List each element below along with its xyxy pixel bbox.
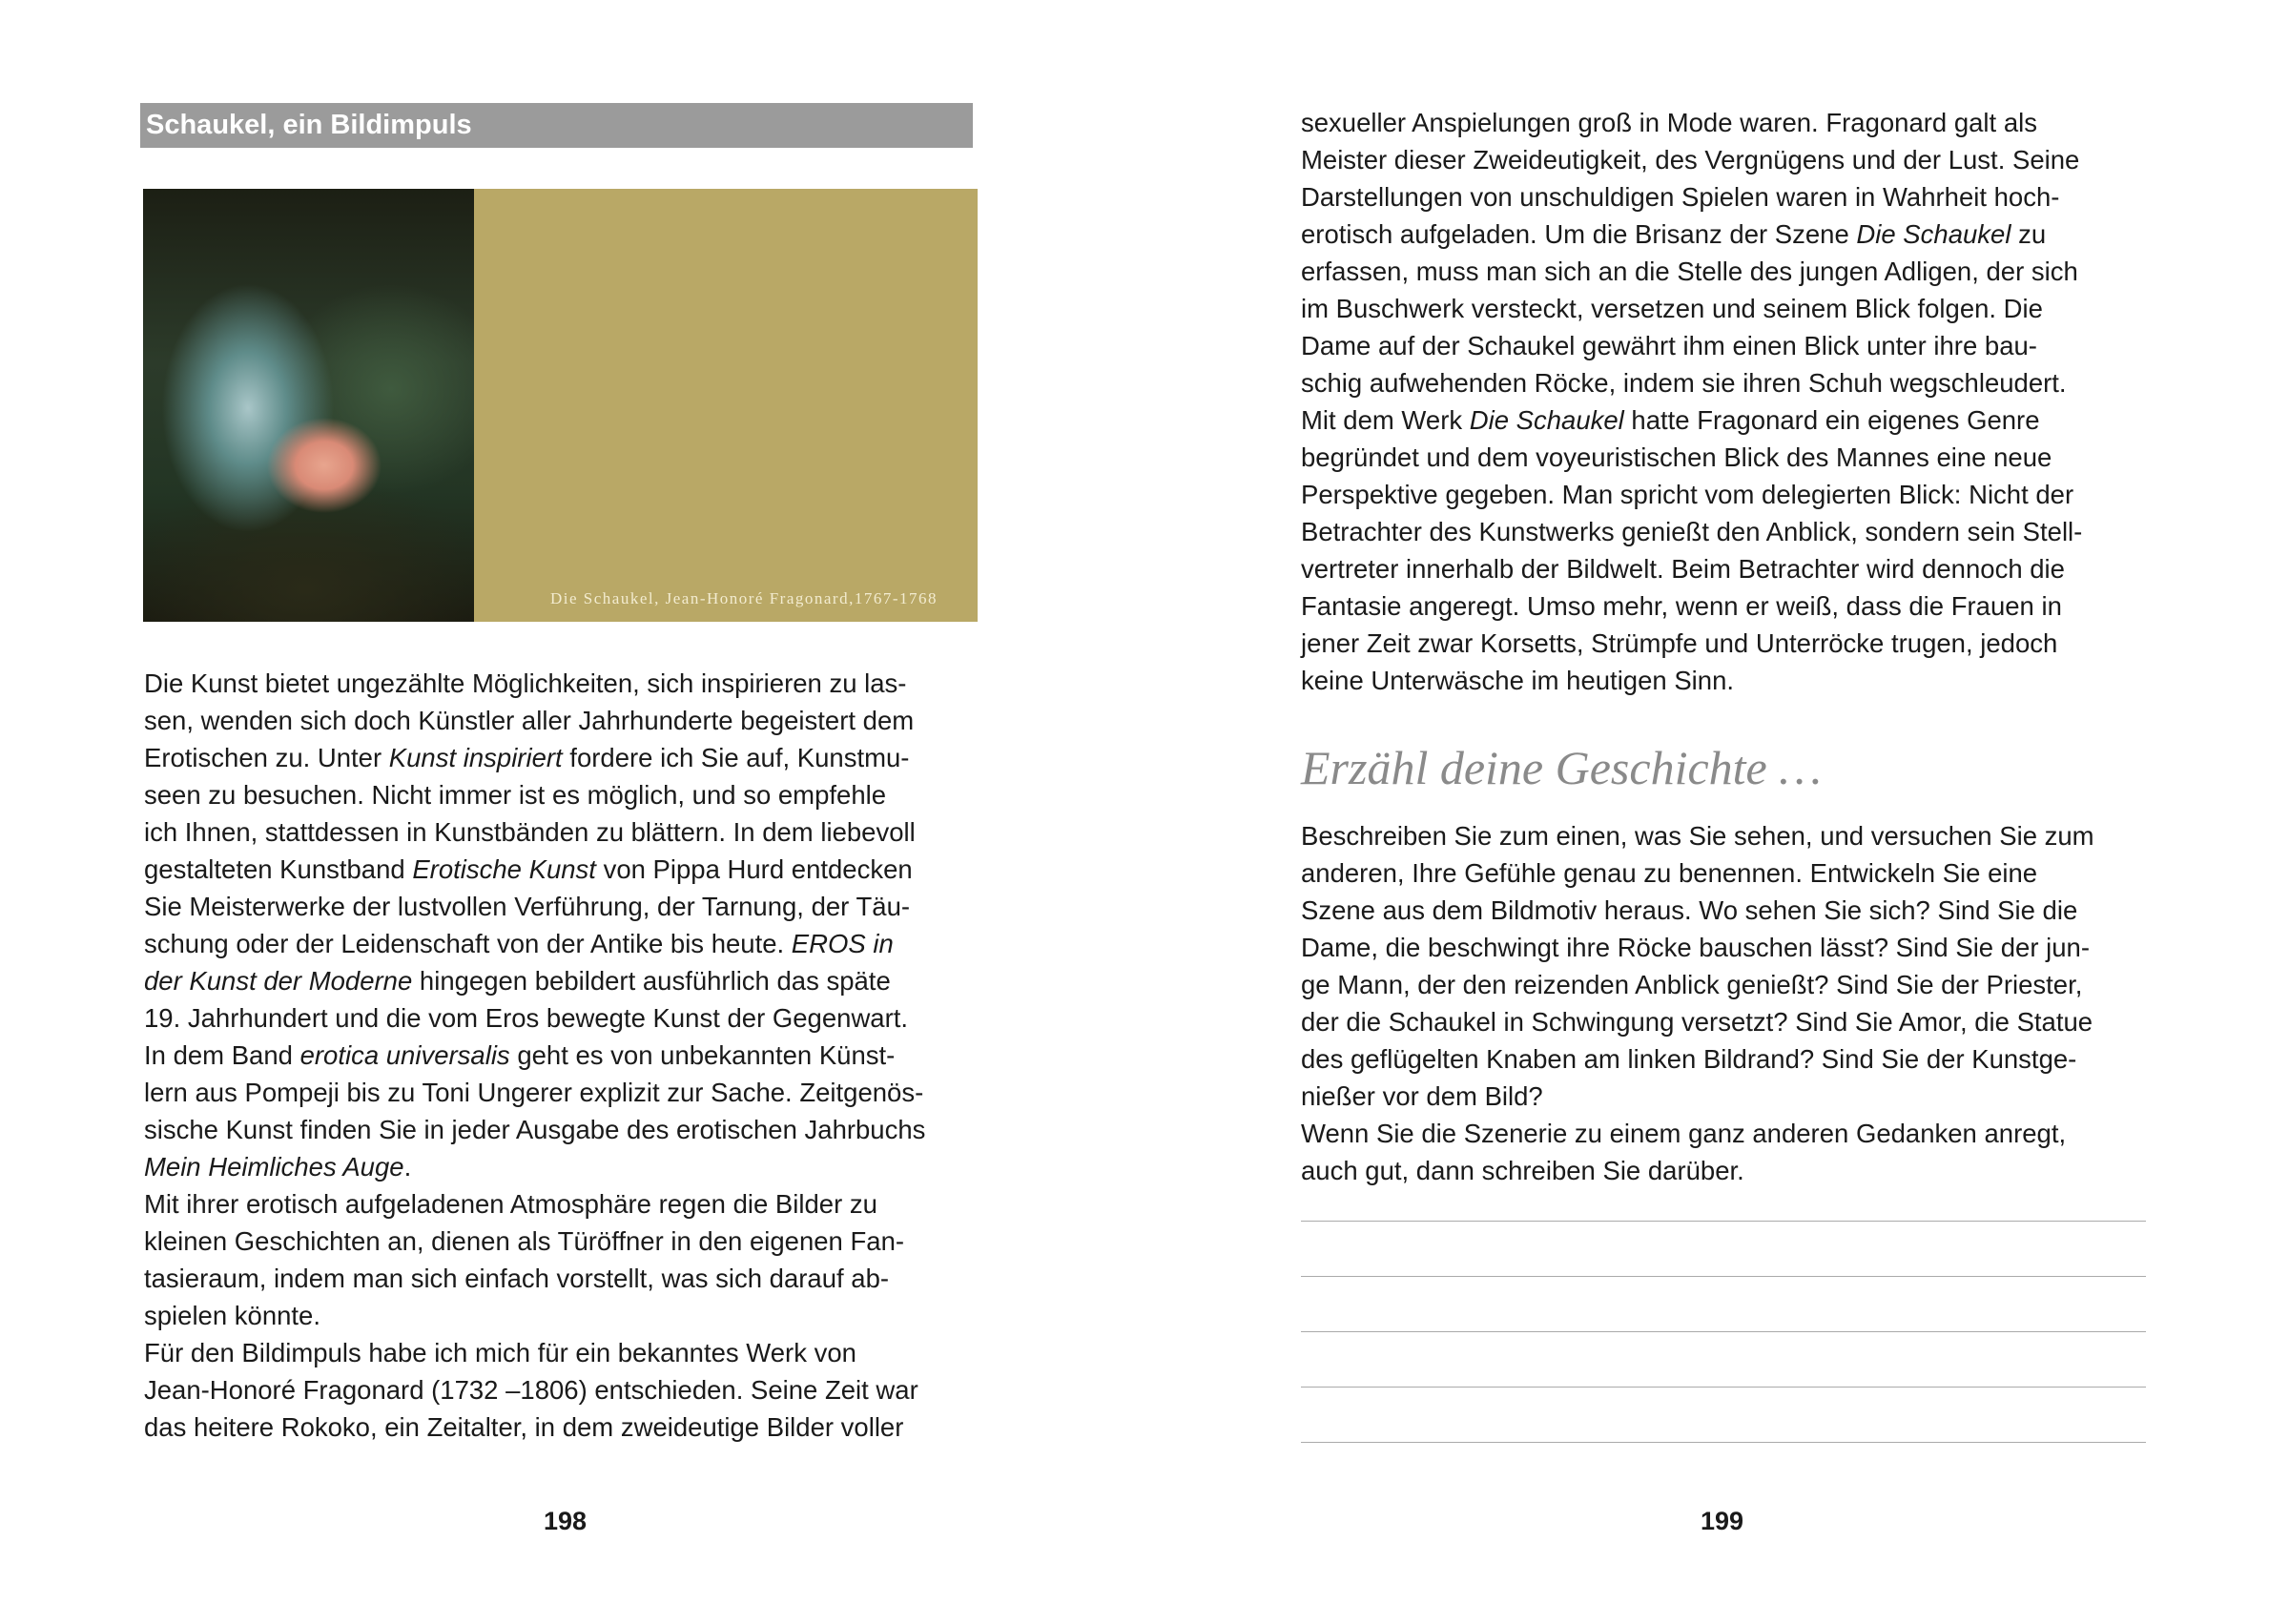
text-line: [1301, 1115, 2094, 1152]
text-segment: erfassen, muss man sich an die Stelle des jungen Adligen, der sich: [1301, 257, 2078, 286]
text-line: [1301, 1003, 2094, 1040]
exercise-instructions: [1301, 817, 2094, 1189]
text-line: [144, 1334, 925, 1371]
text-segment: begründet und dem voyeuristischen Blick des Mannes eine neue: [1301, 442, 2052, 472]
text-line: [1301, 327, 2082, 364]
text-line: [1301, 662, 2082, 699]
text-segment: sexueller Anspielungen groß in Mode waren. Fragonard galt als: [1301, 108, 2037, 137]
text-segment: von Pippa Hurd entdecken: [595, 854, 913, 884]
writing-line: [1301, 1442, 2146, 1443]
figure-panel: [143, 189, 978, 622]
text-segment: keine Unterwäsche im heutigen Sinn.: [1301, 666, 1735, 695]
text-segment: schig aufwehenden Röcke, indem sie ihren Schuh wegschleudert.: [1301, 368, 2067, 398]
text-line: [144, 1408, 925, 1446]
text-line: [1301, 439, 2082, 476]
text-line: [1301, 966, 2094, 1003]
text-segment: Dame, die beschwingt ihre Röcke bauschen lässt? Sind Sie der jun-: [1301, 933, 2090, 962]
text-segment: Fantasie angeregt. Umso mehr, wenn er weiß, dass die Frauen in: [1301, 591, 2062, 621]
text-segment: .: [403, 1152, 412, 1182]
text-line: [144, 1037, 925, 1074]
text-segment: im Buschwerk versteckt, versetzen und seinem Blick folgen. Die: [1301, 294, 2043, 323]
text-segment: Betrachter des Kunstwerks genießt den Anblick, sondern sein Stell-: [1301, 517, 2083, 546]
text-line: [1301, 817, 2094, 854]
text-segment: auch gut, dann schreiben Sie darüber.: [1301, 1156, 1744, 1185]
text-segment: anderen, Ihre Gefühle genau zu benennen. Entwickeln Sie eine: [1301, 858, 2038, 888]
text-segment: tasieraum, indem man sich einfach vorstellt, was sich darauf ab-: [144, 1264, 890, 1293]
text-line: [144, 702, 925, 739]
text-line: [1301, 476, 2082, 513]
text-line: [144, 851, 925, 888]
text-line: [1301, 290, 2082, 327]
text-line: [144, 1371, 925, 1408]
left-page: [0, 0, 1144, 1624]
text-segment: kleinen Geschichten an, dienen als Türöffner in den eigenen Fan-: [144, 1226, 905, 1256]
text-line: [144, 776, 925, 813]
text-segment: 19. Jahrhundert und die vom Eros bewegte Kunst der Gegenwart.: [144, 1003, 909, 1033]
text-segment: fordere ich Sie auf, Kunstmu-: [562, 743, 910, 772]
page-number: 198: [544, 1507, 588, 1535]
text-line: [144, 813, 925, 851]
text-segment: lern aus Pompeji bis zu Toni Ungerer explizit zur Sache. Zeitgenös-: [144, 1078, 924, 1107]
text-line: [1301, 216, 2082, 253]
text-line: [144, 1074, 925, 1111]
text-segment: Jean-Honoré Fragonard (1732 –1806) entschieden. Seine Zeit war: [144, 1375, 918, 1405]
text-line: [1301, 141, 2082, 178]
text-segment: nießer vor dem Bild?: [1301, 1081, 1543, 1111]
text-segment: das heitere Rokoko, ein Zeitalter, in dem zweideutige Bilder voller: [144, 1412, 904, 1442]
text-line: [1301, 1040, 2094, 1078]
figure-caption: Die Schaukel, Jean-Honoré Fragonard,1767-1768: [550, 589, 938, 607]
text-segment: Perspektive gegeben. Man spricht vom delegierten Blick: Nicht der: [1301, 480, 2074, 509]
text-line: [144, 999, 925, 1037]
text-line: [144, 1148, 925, 1185]
italic-title: Erotische Kunst: [412, 854, 596, 884]
text-segment: des geflügelten Knaben am linken Bildrand? Sind Sie der Kunstge-: [1301, 1044, 2077, 1074]
text-segment: sische Kunst finden Sie in jeder Ausgabe des erotischen Jahrbuchs: [144, 1115, 926, 1144]
page-number: 199: [1701, 1507, 1744, 1535]
text-line: [1301, 892, 2094, 929]
italic-title: EROS in: [791, 929, 894, 958]
text-line: [1301, 401, 2082, 439]
text-segment: Szene aus dem Bildmotiv heraus. Wo sehen Sie sich? Sind Sie die: [1301, 895, 2078, 925]
text-segment: Erotischen zu. Unter: [144, 743, 389, 772]
text-line: [144, 925, 925, 962]
text-line: [1301, 854, 2094, 892]
text-segment: ich Ihnen, stattdessen in Kunstbänden zu blättern. In dem liebevoll: [144, 817, 916, 847]
text-line: [144, 1223, 925, 1260]
text-segment: gestalteten Kunstband: [144, 854, 413, 884]
text-segment: hingegen bebildert ausführlich das späte: [412, 966, 891, 996]
text-segment: Mit dem Werk: [1301, 405, 1470, 435]
text-line: [144, 888, 925, 925]
body-text: [144, 665, 925, 1446]
section-title: Schaukel, ein Bildimpuls: [140, 103, 973, 148]
italic-title: Mein Heimliches Auge: [144, 1152, 404, 1182]
text-segment: Für den Bildimpuls habe ich mich für ein bekanntes Werk von: [144, 1338, 856, 1367]
italic-title: erotica universalis: [299, 1040, 510, 1070]
text-segment: hatte Fragonard ein eigenes Genre: [1623, 405, 2040, 435]
text-line: [144, 1297, 925, 1334]
text-line: [1301, 929, 2094, 966]
text-line: [144, 1111, 925, 1148]
italic-title: Kunst inspiriert: [388, 743, 563, 772]
text-line: [1301, 253, 2082, 290]
writing-line: [1301, 1221, 2146, 1222]
text-segment: der die Schaukel in Schwingung versetzt? Sind Sie Amor, die Statue: [1301, 1007, 2093, 1037]
text-line: [1301, 587, 2082, 625]
text-segment: Die Kunst bietet ungezählte Möglichkeiten, sich inspirieren zu las-: [144, 668, 907, 698]
text-line: [1301, 178, 2082, 216]
text-segment: In dem Band: [144, 1040, 300, 1070]
painting-image: [143, 189, 474, 622]
text-segment: geht es von unbekannten Künst-: [509, 1040, 896, 1070]
writing-line: [1301, 1387, 2146, 1388]
italic-title: der Kunst der Moderne: [144, 966, 413, 996]
text-line: [1301, 513, 2082, 550]
right-page: [1144, 0, 2289, 1624]
text-line: [1301, 625, 2082, 662]
text-segment: Dame auf der Schaukel gewährt ihm einen Blick unter ihre bau-: [1301, 331, 2037, 360]
text-segment: jener Zeit zwar Korsetts, Strümpfe und Unterröcke trugen, jedoch: [1301, 628, 2058, 658]
text-segment: sen, wenden sich doch Künstler aller Jahrhunderte begeistert dem: [144, 706, 915, 735]
text-line: [1301, 364, 2082, 401]
text-line: [1301, 550, 2082, 587]
text-segment: Wenn Sie die Szenerie zu einem ganz anderen Gedanken anregt,: [1301, 1119, 2067, 1148]
text-line: [1301, 1078, 2094, 1115]
text-line: [144, 1185, 925, 1223]
text-segment: Mit ihrer erotisch aufgeladenen Atmosphäre regen die Bilder zu: [144, 1189, 877, 1219]
text-segment: seen zu besuchen. Nicht immer ist es möglich, und so empfehle: [144, 780, 887, 810]
exercise-heading: Erzähl deine Geschichte …: [1301, 741, 1822, 794]
text-line: [1301, 104, 2082, 141]
text-line: [144, 665, 925, 702]
text-segment: Beschreiben Sie zum einen, was Sie sehen, und versuchen Sie zum: [1301, 821, 2094, 851]
writing-line: [1301, 1331, 2146, 1332]
text-segment: erotisch aufgeladen. Um die Brisanz der Szene: [1301, 219, 1857, 249]
text-segment: zu: [2011, 219, 2047, 249]
text-segment: Sie Meisterwerke der lustvollen Verführung, der Tarnung, der Täu-: [144, 892, 911, 921]
text-line: [144, 962, 925, 999]
text-segment: ge Mann, der den reizenden Anblick genießt? Sind Sie der Priester,: [1301, 970, 2083, 999]
text-line: [1301, 1152, 2094, 1189]
text-segment: schung oder der Leidenschaft von der Antike bis heute.: [144, 929, 792, 958]
text-line: [144, 739, 925, 776]
text-segment: vertreter innerhalb der Bildwelt. Beim Betrachter wird dennoch die: [1301, 554, 2065, 584]
text-segment: Darstellungen von unschuldigen Spielen waren in Wahrheit hoch-: [1301, 182, 2060, 212]
text-line: [144, 1260, 925, 1297]
italic-title: Die Schaukel: [1469, 405, 1624, 435]
text-segment: Meister dieser Zweideutigkeit, des Vergnügens und der Lust. Seine: [1301, 145, 2080, 175]
writing-line: [1301, 1276, 2146, 1277]
text-segment: spielen könnte.: [144, 1301, 320, 1330]
italic-title: Die Schaukel: [1856, 219, 2011, 249]
body-text-continued: [1301, 104, 2082, 699]
